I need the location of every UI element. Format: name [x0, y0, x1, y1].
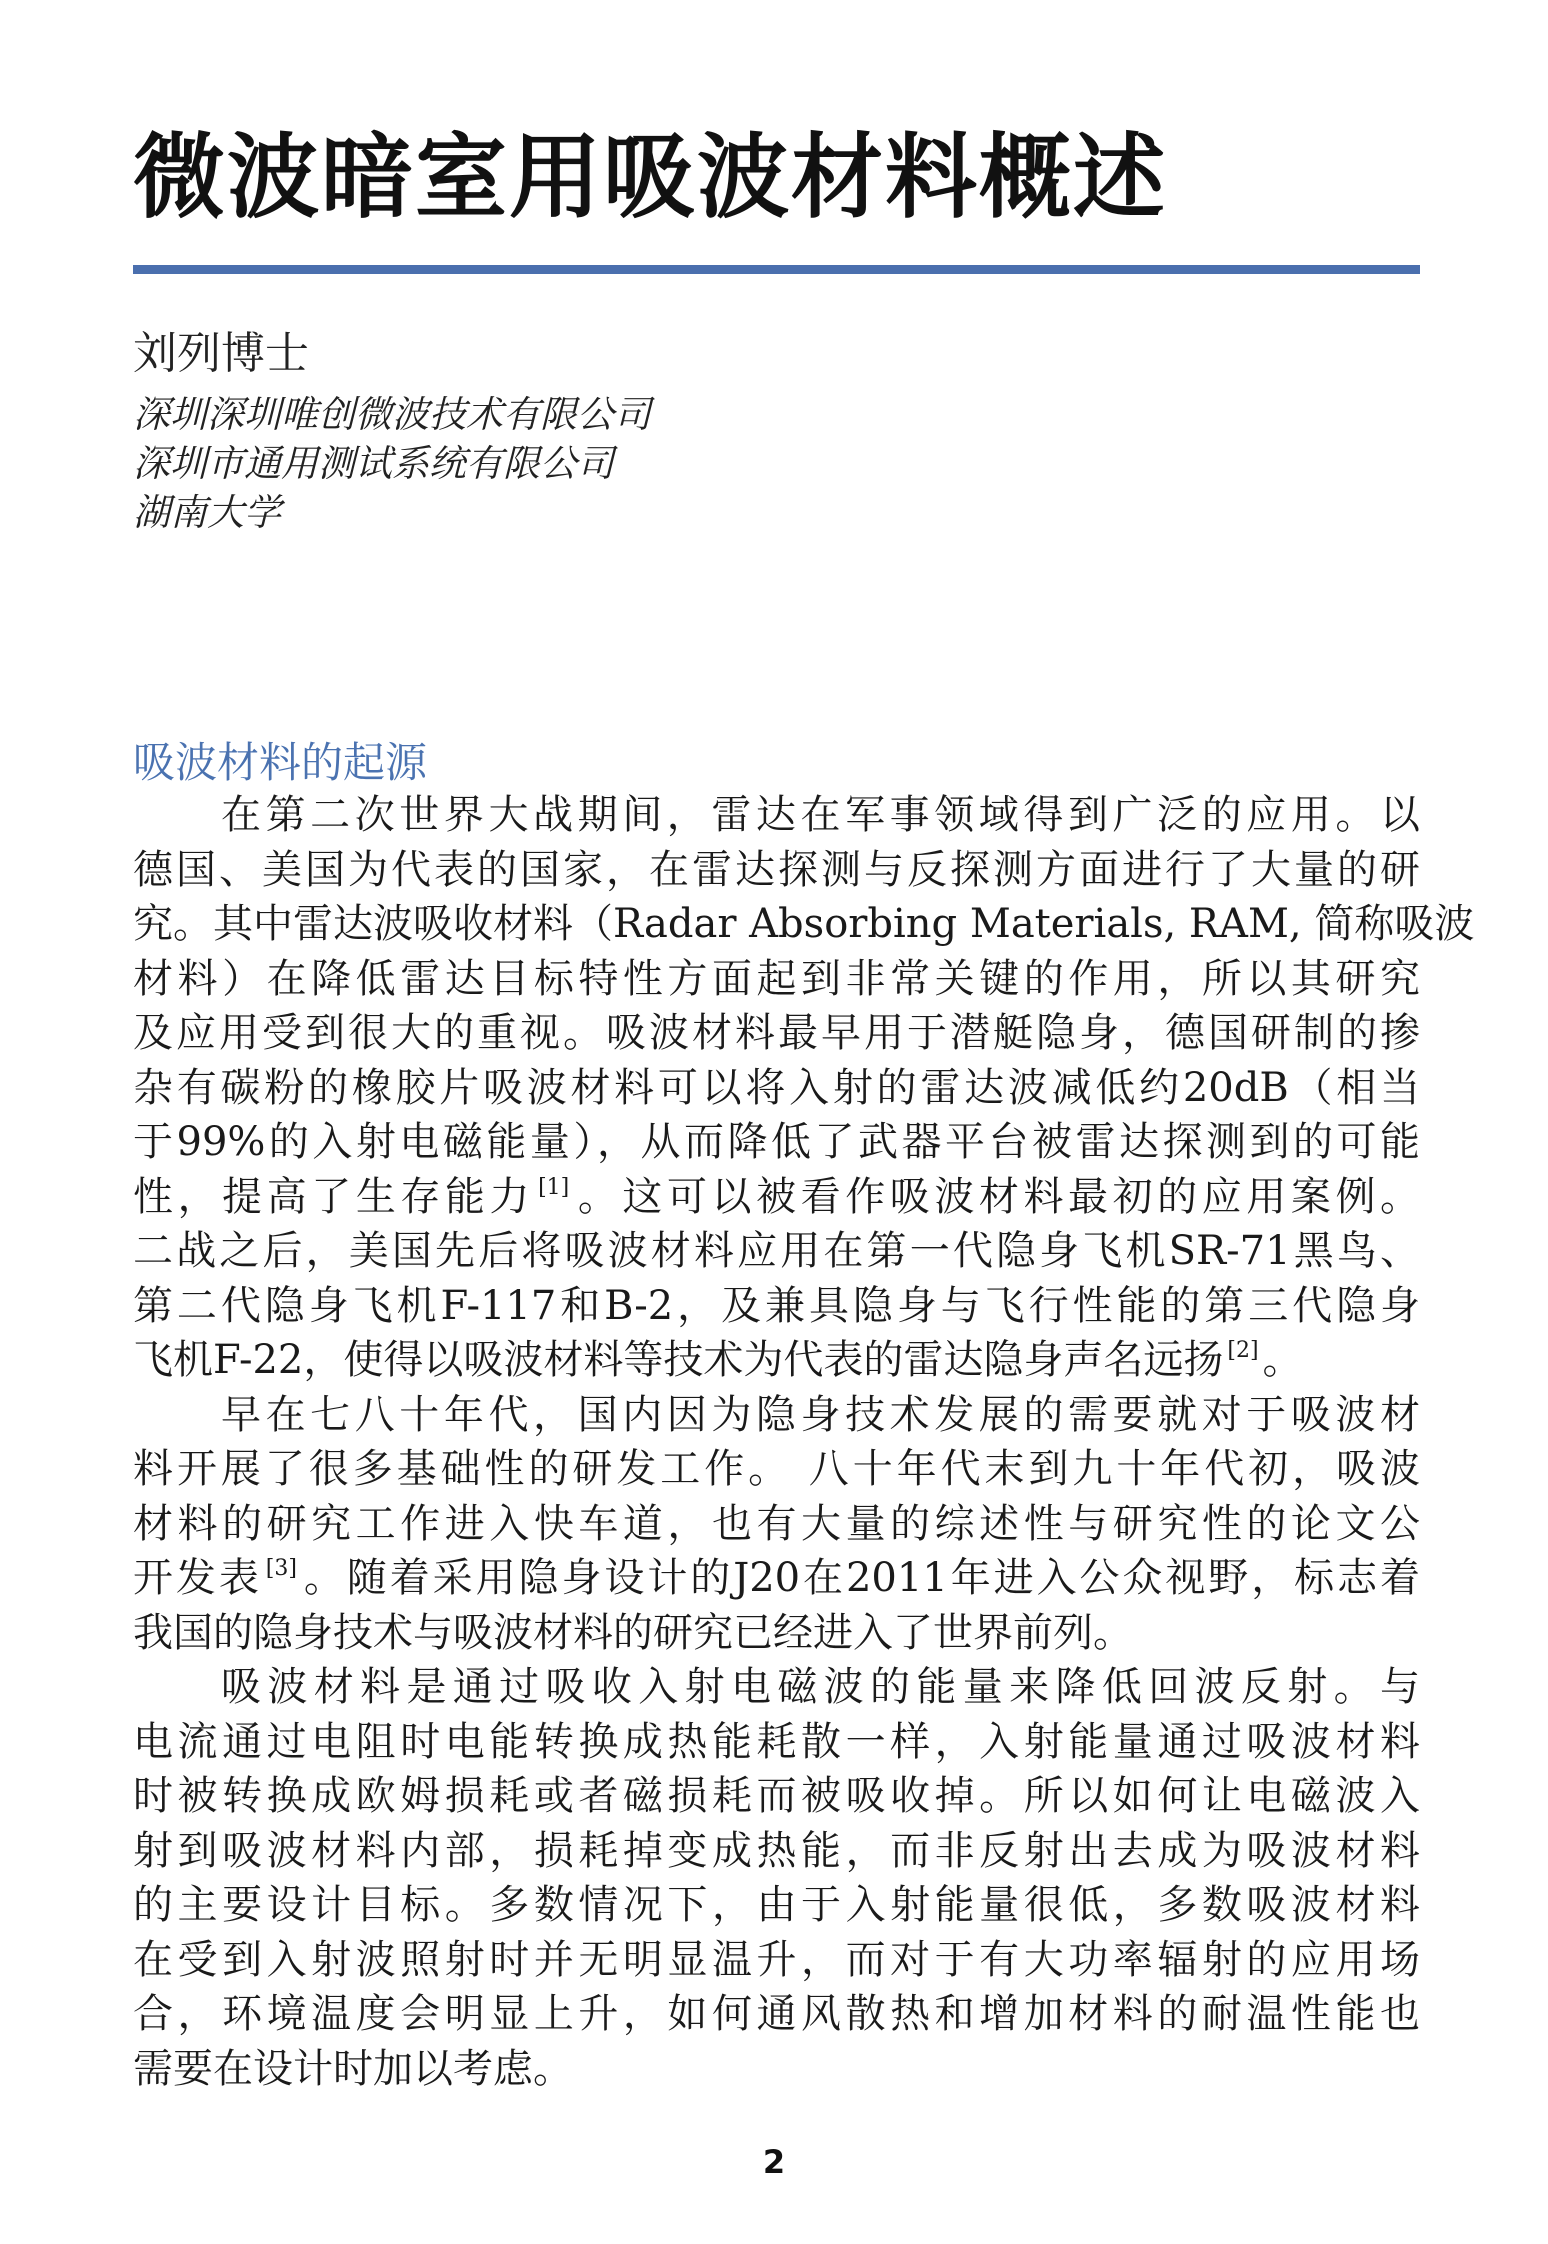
- text-segment: 。: [1262, 1337, 1303, 1383]
- text-line: 在第二次世界大战期间，雷达在军事领域得到广泛的应用。以: [221, 792, 1420, 838]
- affiliations: [133, 390, 651, 537]
- text-line: [133, 1333, 1420, 1388]
- text-segment: 。这可以被看作吸波材料最初的应用案例。: [573, 1173, 1421, 1220]
- body-text: [133, 788, 1475, 2096]
- text-line: 第二代隐身飞机F-117和B-2，及兼具隐身与飞行性能的第三代隐身: [133, 1282, 1420, 1329]
- text-line: [133, 1170, 1420, 1225]
- text-line: 究。其中雷达波吸收材料（Radar Absorbing Materials, RAM, 简称吸波: [133, 901, 1475, 947]
- text-line: 杂有碳粉的橡胶片吸波材料可以将入射的雷达波减低约20dB（相当: [133, 1064, 1420, 1111]
- text-line: 二战之后，美国先后将吸波材料应用在第一代隐身飞机SR-71黑鸟、: [133, 1228, 1420, 1274]
- text-line: 在受到入射波照射时并无明显温升，而对于有大功率辐射的应用场: [133, 1936, 1420, 1983]
- affiliation-3: 湖南大学: [133, 491, 281, 534]
- text-segment: 。随着采用隐身设计的J20在2011年进入公众视野，标志着: [300, 1555, 1421, 1601]
- text-line: 及应用受到很大的重视。吸波材料最早用于潜艇隐身，德国研制的掺: [133, 1010, 1420, 1056]
- text-line: 的主要设计目标。多数情况下，由于入射能量很低，多数吸波材料: [133, 1882, 1420, 1928]
- text-segment: 飞机F-22，使得以吸波材料等技术为代表的雷达隐身声名远扬: [133, 1337, 1224, 1383]
- title-divider: [133, 265, 1420, 274]
- page-number: 2: [762, 2143, 786, 2181]
- text-line: 吸波材料是通过吸收入射电磁波的能量来降低回波反射。与: [221, 1664, 1420, 1710]
- citation-ref: [1]: [538, 1174, 570, 1200]
- body-paragraph: [133, 1388, 1420, 1661]
- section-heading: 吸波材料的起源: [133, 738, 428, 787]
- text-line: 时被转换成欧姆损耗或者磁损耗而被吸收掉。所以如何让电磁波入: [133, 1773, 1420, 1819]
- citation-ref: [3]: [265, 1556, 297, 1581]
- text-line: 于99%的入射电磁能量），从而降低了武器平台被雷达探测到的可能: [133, 1119, 1420, 1165]
- text-segment: 开发表: [133, 1555, 262, 1601]
- text-line: 合，环境温度会明显上升，如何通风散热和增加材料的耐温性能也: [133, 1991, 1420, 2037]
- text-line: 早在七八十年代，国内因为隐身技术发展的需要就对于吸波材: [221, 1391, 1420, 1438]
- text-line: 电流通过电阻时电能转换成热能耗散一样，入射能量通过吸波材料: [133, 1718, 1420, 1765]
- text-line: 我国的隐身技术与吸波材料的研究已经进入了世界前列。: [133, 1609, 1133, 1656]
- text-line: 德国、美国为代表的国家，在雷达探测与反探测方面进行了大量的研: [133, 846, 1420, 893]
- text-line: 材料的研究工作进入快车道，也有大量的综述性与研究性的论文公: [133, 1500, 1420, 1547]
- page-title: 微波暗室用吸波材料概述: [133, 124, 1168, 231]
- affiliation-1: 深圳深圳唯创微波技术有限公司: [133, 393, 651, 436]
- text-line: 材料）在降低雷达目标特性方面起到非常关键的作用，所以其研究: [133, 955, 1420, 1002]
- text-segment: 性，提高了生存能力: [133, 1173, 535, 1220]
- citation-ref: [2]: [1227, 1338, 1259, 1363]
- body-paragraph: [133, 788, 1475, 1388]
- text-line: 射到吸波材料内部，损耗掉变成热能，而非反射出去成为吸波材料: [133, 1827, 1420, 1874]
- text-line: 需要在设计时加以考虑。: [133, 2045, 573, 2092]
- body-paragraph: [133, 1660, 1420, 2096]
- author-name: 刘列博士: [133, 328, 309, 379]
- text-line: [133, 1551, 1420, 1606]
- text-line: 料开展了很多基础性的研发工作。 八十年代末到九十年代初，吸波: [133, 1446, 1420, 1492]
- affiliation-2: 深圳市通用测试系统有限公司: [133, 442, 614, 485]
